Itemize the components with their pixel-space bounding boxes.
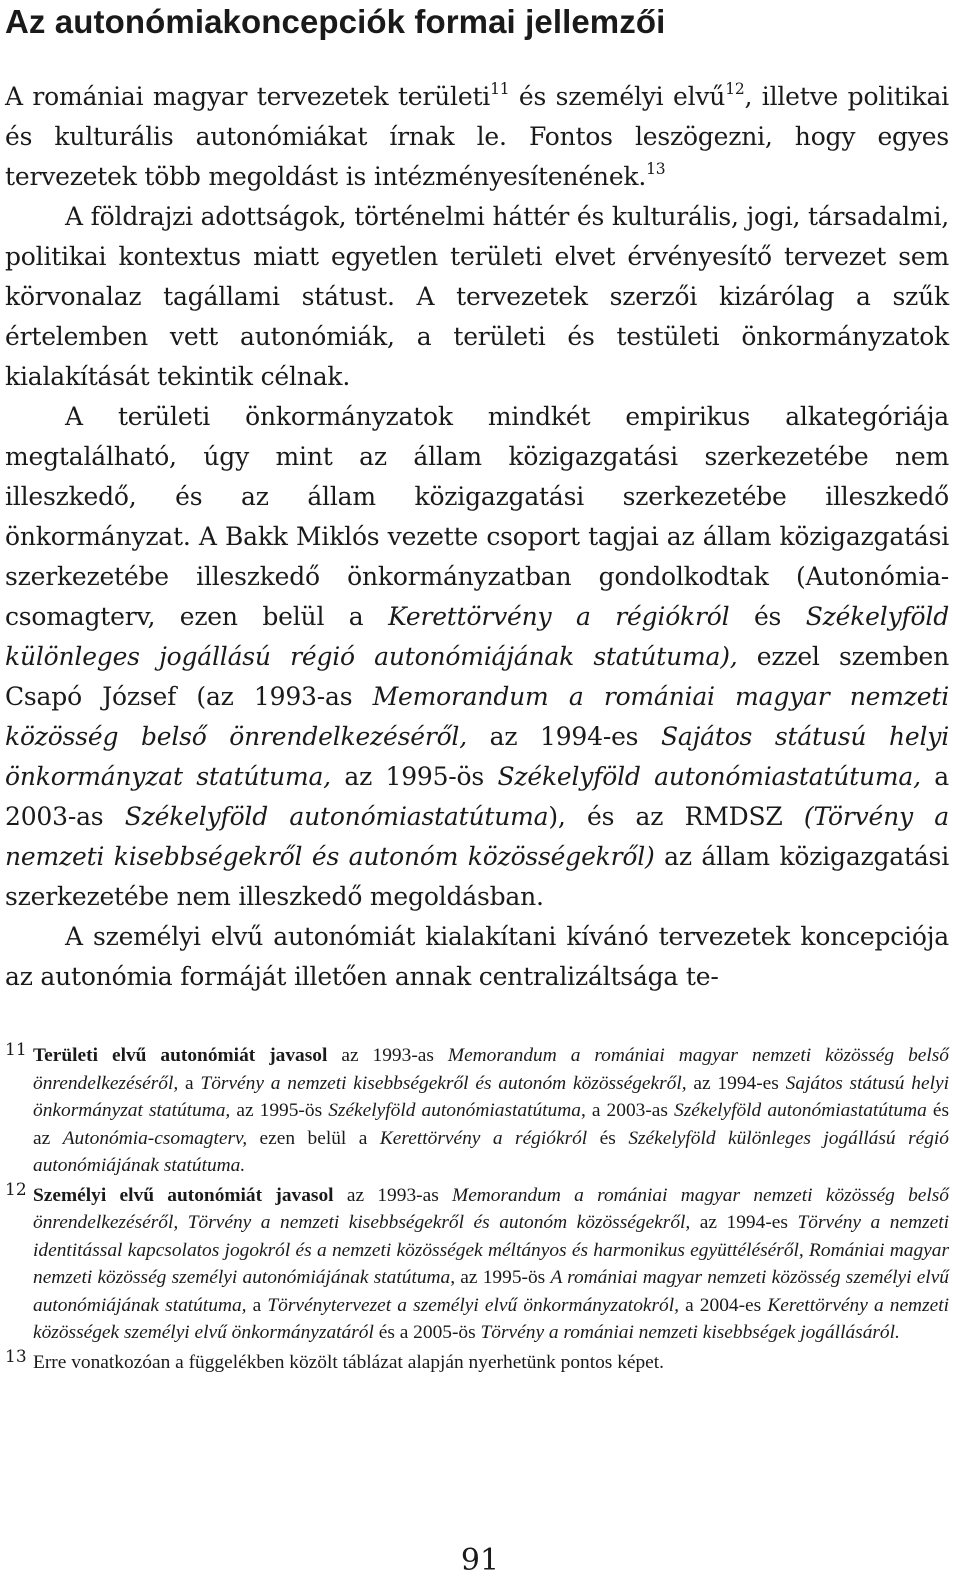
footnotes (5, 1042, 949, 1376)
footnote-13 (5, 1346, 949, 1377)
italic-title: A romániai magyar nemzeti közösség személyi elvű autonómiájának statútuma, (33, 1267, 949, 1316)
text-run: a (178, 1072, 201, 1094)
italic-title: Sajátos státusú helyi önkormányzat statútuma, (5, 722, 949, 791)
text-run: A romániai magyar tervezetek területi (5, 82, 491, 111)
text-run: A földrajzi adottságok, történelmi háttér és kulturális, jogi, társadalmi, politikai kontextus miatt egyetlen területi elvet érvényesítő tervezet sem körvonalaz tagállami státust. A tervezetek szerzői kizárólag a szűk értelemben vett autonómiák, a területi és testületi önkormányzatok kialakítását tekintik célnak. (5, 202, 949, 391)
italic-title: Memorandum a romániai magyar nemzeti közösség belső önrendelkezéséről, (33, 1045, 949, 1094)
text-run: Erre vonatkozóan a függelékben közölt táblázat alapján nyerhetünk pontos képet. (33, 1351, 665, 1373)
italic-title: Törvény a romániai nemzeti kisebbségek jogállásáról. (480, 1322, 900, 1343)
text-run: A területi önkormányzatok mindkét empirikus alkategóriája megtalálható, úgy mint az állam közigazgatási szerkezetébe nem illeszkedő, és az állam közigazgatási szerkezetébe illeszkedő önkormányzat. A Bakk Miklós vezette csoport tagjai az állam közigazgatási szerkezetébe illeszkedő önkormányzatban gondolkodtak (Autonómia-csomagterv, ezen belül a (5, 402, 949, 631)
bold-lead: Személyi elvű autonómiát javasol (33, 1184, 334, 1206)
text-run: és személyi elvű (509, 82, 726, 111)
paragraph-1 (5, 77, 949, 197)
footnote-11 (5, 1042, 949, 1180)
footnote-number: 12 (5, 1179, 27, 1200)
text-run: és (587, 1127, 629, 1149)
text-run: és a 2005-ös (373, 1322, 481, 1343)
text-run: az 1993-as (327, 1045, 448, 1066)
text-run: , illetve politikai és kulturális autonómiákat írnak le. Fontos leszögezni, hogy egyes tervezetek több megoldást is intézményesítenének. (5, 82, 949, 191)
text-run: a (246, 1294, 268, 1316)
italic-title: Sajátos státusú helyi önkormányzat statútuma, (33, 1072, 949, 1121)
bold-lead: Területi elvű autonómiát javasol (33, 1045, 328, 1066)
italic-title: Törvény a nemzeti kisebbségekről és autonóm közösségekről, (200, 1072, 687, 1094)
italic-title: Székelyföld különleges jogállású régió autonómiájának statútuma. (33, 1127, 949, 1176)
paragraph-4 (5, 917, 949, 997)
page-number: 91 (460, 1543, 500, 1578)
text-run: és az (33, 1100, 950, 1149)
italic-title: Törvénytervezet a személyi elvű önkormányzatokról, (267, 1294, 679, 1316)
paragraph-3 (5, 397, 949, 917)
text-run: a 2003-as (5, 762, 949, 831)
italic-title: Székelyföld különleges jogállású régió autonómiájának statútuma), (5, 602, 949, 671)
text-run: az állam közigazgatási szerkezetébe nem illeszkedő megoldásban. (5, 842, 949, 911)
text-run: az 1994-es (466, 722, 661, 751)
italic-title: Kerettörvény a nemzeti közösségek személyi elvű önkormányzatáról (33, 1294, 949, 1343)
footnote-number: 13 (5, 1346, 27, 1367)
italic-title: Törvény a nemzeti identitással kapcsolatos jogokról és a nemzeti közösségek méltányos és harmonikus együttéléséről, Romániai magyar nemzeti közösség személyi autonómiájának statútuma, (33, 1212, 949, 1288)
text-run: az 1995-ös (455, 1267, 551, 1288)
italic-title: Székelyföld autonómiastatútuma (124, 802, 549, 831)
text-run: és (729, 602, 806, 631)
italic-title: Székelyföld autonómiastatútuma (674, 1100, 927, 1121)
footnote-number: 11 (5, 1040, 27, 1060)
footnote-12 (5, 1179, 950, 1347)
text-run: az 1993-as (333, 1184, 453, 1206)
section-heading: Az autonómiakoncepciók formai jellemzői (5, 3, 666, 40)
text-run: az 1994-es (690, 1212, 798, 1233)
text-run: ), és az RMDSZ (548, 802, 804, 831)
text-run: , a 2003-as (580, 1100, 675, 1121)
paragraph-2 (5, 197, 949, 397)
italic-title: Memorandum a romániai magyar nemzeti közösség belső önrendelkezéséről, Törvény a nemzeti kisebbségekről és autonóm közösségekről, (33, 1184, 950, 1233)
italic-title: Kerettörvény a régiókról (379, 1127, 588, 1149)
italic-title: Székelyföld autonómiastatútuma (328, 1100, 581, 1121)
footnote-ref: 13 (646, 160, 666, 179)
italic-title: Kerettörvény a régiókról (388, 602, 730, 631)
text-run: ezen belül a (247, 1127, 380, 1149)
italic-title: (Törvény a nemzeti kisebbségekről és autonóm közösségekről) (5, 802, 949, 871)
footnote-ref: 12 (725, 80, 745, 99)
italic-title: Autonómia-csomagterv, (62, 1127, 248, 1149)
italic-title: Székelyföld autonómiastatútuma, (497, 762, 921, 791)
text-run: az 1995-ös (330, 762, 498, 791)
text-run: A személyi elvű autonómiát kialakítani kívánó tervezetek koncepciója az autonómia formáját illetően annak centralizáltsága te- (5, 922, 949, 991)
italic-title: Memorandum a romániai magyar nemzeti közösség belső önrendelkezéséről, (5, 682, 949, 751)
text-run: a 2004-es (678, 1294, 768, 1316)
text-run: az 1994-es (686, 1072, 786, 1094)
text-run: ezzel szemben Csapó József (az 1993-as (5, 642, 949, 711)
footnote-ref: 11 (490, 80, 510, 99)
text-run: az 1995-ös (230, 1100, 329, 1121)
